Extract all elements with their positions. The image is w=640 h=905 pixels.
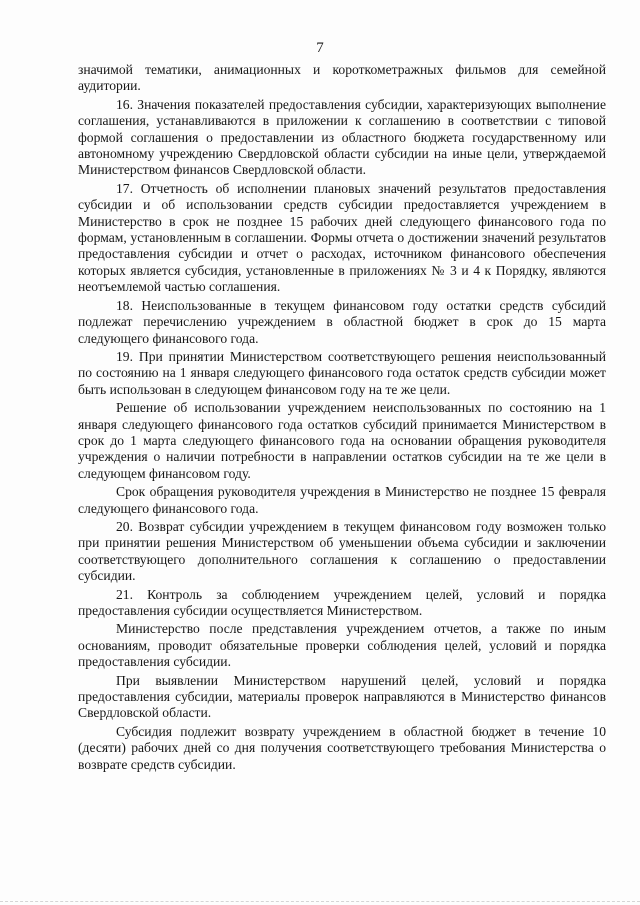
- paragraph-continuation: значимой тематики, анимационных и короткометражных фильмов для семейной аудитории.: [78, 62, 606, 94]
- paragraph-19-deadline: Срок обращения руководителя учреждения в Министерство не позднее 15 февраля следующего финансового года.: [78, 484, 606, 516]
- paragraph-19: 19. При принятии Министерством соответствующего решения неиспользованный по состоянию на 1 января следующего финансового года остаток средств субсидии может быть использован в следующем финансовом году на те же цели.: [78, 348, 606, 397]
- document-body: [78, 62, 606, 775]
- paragraph-17: 17. Отчетность об исполнении плановых значений результатов предоставления субсидии и об использовании средств субсидии предоставляется учреждением в Министерство в срок не позднее 15 рабочих дней следующего финансового года по формам, установленным в соглашении. Формы отчета о достижении значений результатов предоставления субсидии и отчет о расходах, источником финансового обеспечения которых является субсидия, установленные в приложениях № 3 и 4 к Порядку, являются неотъемлемой частью соглашения.: [78, 180, 606, 295]
- paragraph-21: 21. Контроль за соблюдением учреждением целей, условий и порядка предоставления субсидии осуществляется Министерством.: [78, 586, 606, 618]
- paragraph-21-refund: Субсидия подлежит возврату учреждением в областной бюджет в течение 10 (десяти) рабочих дней со дня получения соответствующего требования Министерства о возврате средств субсидии.: [78, 723, 606, 772]
- scan-edge-line: [0, 899, 640, 902]
- paragraph-19-decision: Решение об использовании учреждением неиспользованных по состоянию на 1 января следующего финансового года остатков субсидий принимается Министерством в срок до 1 марта следующего финансового года на основании обращения руководителя учреждения о наличии потребности в направлении остатков субсидии на те же цели в следующем финансовом году.: [78, 400, 606, 481]
- paragraph-20: 20. Возврат субсидии учреждением в текущем финансовом году возможен только при принятии решения Министерством об уменьшении объема субсидии и заключении соответствующего дополнительного соглашения к соглашению о предоставлении субсидии.: [78, 518, 606, 584]
- page-number: 7: [316, 40, 324, 56]
- paragraph-21-inspections: Министерство после представления учреждением отчетов, а также по иным основаниям, проводит обязательные проверки соблюдения целей, условий и порядка предоставления субсидии.: [78, 621, 606, 670]
- paragraph-16: 16. Значения показателей предоставления субсидии, характеризующих выполнение соглашения, устанавливаются в приложении к соглашению в соответствии с типовой формой соглашения о предоставлении из областного бюджета государственному или автономному учреждению Свердловской области субсидии на иные цели, утверждаемой Министерством финансов Свердловской области.: [78, 96, 606, 178]
- paragraph-21-violations: При выявлении Министерством нарушений целей, условий и порядка предоставления субсидии, материалы проверок направляются в Министерство финансов Свердловской области.: [78, 672, 606, 721]
- paragraph-18: 18. Неиспользованные в текущем финансовом году остатки средств субсидий подлежат перечислению учреждением в областной бюджет в срок до 15 марта следующего финансового года.: [78, 297, 606, 346]
